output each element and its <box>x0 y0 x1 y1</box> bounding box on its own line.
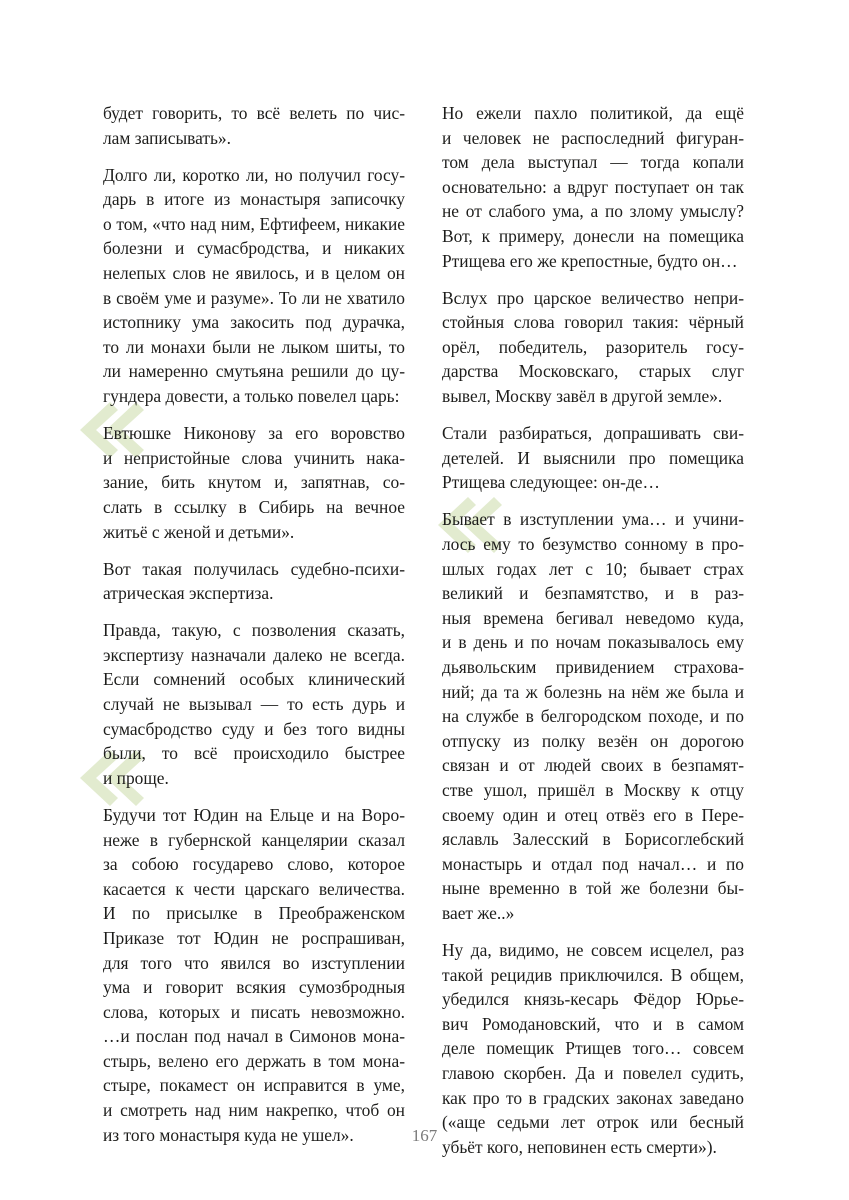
text-line: касается к чести царскаго величества. <box>103 878 405 899</box>
text-line: неже в губернской канцелярии сказал <box>103 829 405 850</box>
text-line: и смотреть над ним накрепко, чтоб он <box>103 1100 405 1121</box>
text-line: Евтюшке Никонову за его воровство <box>103 423 405 444</box>
text-line: монастырь и отдал под начал… и по <box>442 853 744 874</box>
text-line: гундера довести, а только повелел царь: <box>103 386 400 407</box>
text-line: будет говорить, то всё велеть по чис- <box>103 103 405 123</box>
paragraph <box>442 507 744 925</box>
text-line: и в день и по ночам показывалось ему <box>442 632 744 653</box>
text-line: Ртищева его же крепостные, будто он… <box>442 250 738 271</box>
text-line: дарства Московскаго, старых слуг <box>442 361 744 382</box>
text-line: великий и безпамятство, и в раз- <box>442 583 744 604</box>
text-line: стырь, велено его держать в том мона- <box>103 1050 405 1071</box>
text-line: стве ушол, пришёл в Москву к отцу <box>442 779 744 800</box>
paragraph <box>103 421 405 544</box>
paragraph <box>103 163 405 409</box>
text-line: яславль Залесский в Борисоглебский <box>442 829 744 850</box>
text-line: связан и от людей своих в безпамят- <box>442 755 744 776</box>
text-line: лось ему то безумство сонному в про- <box>442 534 744 554</box>
text-line: не от слабого ума, а по злому умыслу? <box>442 201 744 222</box>
text-line: и непристойные слова учинить нака- <box>103 447 405 468</box>
text-line: случай не вызывал — то есть дурь и <box>103 694 405 715</box>
text-line: орёл, победитель, разоритель госу- <box>442 336 744 357</box>
text-line: своему один и отец отвёз его в Пере- <box>442 804 744 825</box>
text-line: отпуску из полку везён он дорогою <box>442 730 744 751</box>
text-line: болезни и сумасбродства, и никаких <box>103 238 405 259</box>
paragraph <box>442 101 744 273</box>
text-line: такой рецидив приключился. В общем, <box>442 964 744 985</box>
text-line: слать в ссылку в Сибирь на вечное <box>103 496 405 517</box>
text-line: и человек не распоследний фигуран- <box>442 127 744 148</box>
right-column <box>442 101 744 1172</box>
text-line: шлых годах лет с 10; бывает страх <box>442 558 744 579</box>
text-line: Будучи тот Юдин на Ельце и на Воро- <box>103 804 405 825</box>
text-line: как про то в градских законах заведано <box>442 1087 744 1108</box>
text-line: Вот, к примеру, донесли на помещика <box>442 225 744 246</box>
text-line: вич Ромодановский, что и в самом <box>442 1013 744 1034</box>
text-line: нелепых слов не явилось, и в целом он <box>103 263 405 284</box>
text-line: Вот такая получилась судебно-психи- <box>103 558 405 579</box>
text-line: стыре, покамест он исправится в уме, <box>103 1075 405 1096</box>
text-line: («аще седьми лет отрок или бесный <box>442 1112 744 1133</box>
text-line: на службе в белгородском походе, и по <box>442 706 744 727</box>
text-line: и проще. <box>103 767 169 788</box>
text-line: …и послан под начал в Симонов мона- <box>103 1026 405 1047</box>
paragraph <box>103 803 405 1147</box>
text-line: экспертизу назначали далеко не всегда. <box>103 644 405 665</box>
text-line: ли намеренно смутьяна решили до цу- <box>103 361 405 382</box>
text-line: зание, бить кнутом и, запятнав, со- <box>103 472 405 493</box>
text-line: стойныя слова говорил такия: чёрный <box>442 312 744 333</box>
paragraph <box>103 618 405 790</box>
paragraph <box>442 421 744 495</box>
text-line: основательно: а вдруг поступает он так <box>442 176 744 197</box>
text-line: житьё с женой и детьми». <box>103 521 295 542</box>
text-line: дарь в итоге из монастыря записочку <box>103 189 405 210</box>
text-line: сумасбродство суду и без того видны <box>103 718 405 739</box>
text-line: были, то всё происходило быстрее <box>103 743 405 764</box>
text-line: то ли монахи были не лыком шиты, то <box>103 336 405 357</box>
text-line: Ну да, видимо, не совсем исцелел, раз <box>442 940 744 960</box>
paragraph <box>442 286 744 409</box>
paragraph <box>103 557 405 606</box>
text-line: из того монастыря куда не ушел». <box>103 1124 354 1145</box>
text-line: убедился князь-кесарь Фёдор Юрье- <box>442 989 744 1010</box>
text-line: деле помещик Ртищев того… совсем <box>442 1038 744 1059</box>
text-line: Правда, такую, с позволения сказать, <box>103 620 405 641</box>
text-line: дьявольским привидением страхова- <box>442 656 744 677</box>
text-line: за собою государево слово, которое <box>103 854 405 875</box>
text-line: Вслух про царское величество непри- <box>442 287 744 308</box>
text-line: слова, которых и писать невозможно. <box>103 1001 405 1022</box>
page-number: 167 <box>411 1126 438 1145</box>
text-line: Приказе тот Юдин не роспрашиван, <box>103 927 405 948</box>
text-line: лам записывать». <box>103 127 231 148</box>
text-line: ний; да та ж болезнь на нём же была и <box>442 681 744 702</box>
text-line: И по присылке в Преображенском <box>103 903 405 924</box>
text-line: о том, «что над ним, Ефтифеем, никакие <box>103 213 405 234</box>
paragraph <box>103 101 405 150</box>
left-column <box>103 101 405 1160</box>
text-line: вывел, Москву завёл в другой земле». <box>442 386 723 407</box>
text-line: Если сомнений особых клинический <box>103 669 405 690</box>
text-line: Но ежели пахло политикой, да ещё <box>442 103 744 123</box>
text-line: Бывает в изступлении ума… и учини- <box>442 509 744 530</box>
text-line: вает же..» <box>442 902 515 923</box>
text-line: атрическая экспертиза. <box>103 583 274 604</box>
text-line: Ртищева следующее: он-де… <box>442 472 660 493</box>
text-line: в своём уме и разуме». То ли не хватило <box>103 287 405 308</box>
text-line: Долго ли, коротко ли, но получил госу- <box>103 164 405 185</box>
text-line: для того что явился во изступлении <box>103 952 405 973</box>
text-line: ума и говорит всякия сумозбродныя <box>103 977 405 998</box>
text-line: детелей. И выяснили про помещика <box>442 447 744 468</box>
text-line: истопнику ума закосить под дурачка, <box>103 312 405 333</box>
text-line: том дела выступал — тогда копали <box>442 152 744 173</box>
text-line: ныне временно в той же болезни бы- <box>442 878 744 899</box>
text-line: ныя времена бегивал неведомо куда, <box>442 607 744 628</box>
text-line: убьёт кого, неповинен есть смерти»). <box>442 1136 717 1157</box>
text-line: Стали разбираться, допрашивать сви- <box>442 423 744 444</box>
text-line: главою скорбен. Да и повелел судить, <box>442 1062 744 1083</box>
